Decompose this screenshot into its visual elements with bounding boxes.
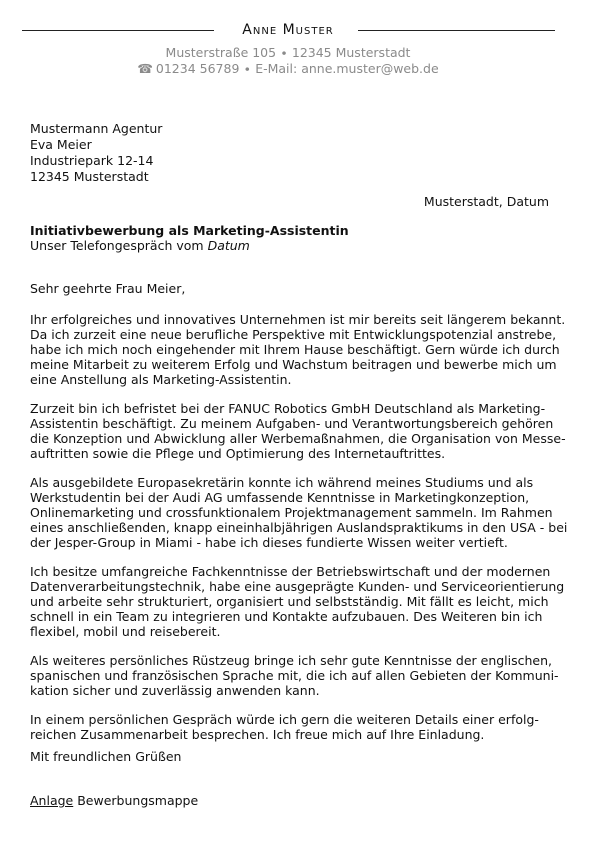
body-paragraph xyxy=(30,401,566,461)
paragraph-line: Da ich zurzeit eine neue berufliche Perspektive mit Entwicklungspotenzial anstrebe, xyxy=(30,327,557,342)
paragraph-line: In einem persönlichen Gespräch würde ich gern die weiteren Details einer erfolg- xyxy=(30,712,539,727)
paragraph-line: reichen Zusammenarbeit besprechen. Ich freue mich auf Ihre Einladung. xyxy=(30,727,485,742)
letter-date: Musterstadt, Datum xyxy=(423,194,549,209)
paragraph-line: Als ausgebildete Europasekretärin konnte ich während meines Studiums und als xyxy=(30,475,534,490)
paragraph-line: eines anschließenden, knapp eineinhalbjährigen Auslandspraktikums in den USA - bei xyxy=(30,520,568,535)
paragraph-line: auftritten sowie die Pflege und Optimierung des Internetauftrittes. xyxy=(30,446,446,461)
paragraph-line: Zurzeit bin ich befristet bei der FANUC Robotics GmbH Deutschland als Marketing- xyxy=(30,401,546,416)
paragraph-line: Onlinemarketing und crossfunktionalem Projektmanagement sammeln. Im Rahmen xyxy=(30,505,553,520)
sender-email[interactable]: anne.muster@web.de xyxy=(301,61,439,76)
body-paragraph xyxy=(30,312,566,387)
paragraph-line: die Konzeption und Abwicklung aller Werbemaßnahmen, die Organisation von Messe- xyxy=(30,431,566,446)
sender-phone: 01234 56789 xyxy=(155,61,240,76)
reference-date: Datum xyxy=(207,238,250,253)
paragraph-line: spanischen und französischen Sprache mit, die ich auf allen Gebieten der Kommuni- xyxy=(30,668,559,683)
sender-name: Anne Muster xyxy=(242,22,334,38)
subject-reference xyxy=(30,238,349,253)
recipient-company: Mustermann Agentur xyxy=(30,121,163,136)
subject-block xyxy=(30,223,349,253)
paragraph-line: meine Mitarbeit zu weiterem Erfolg und Wachstum beitragen und bewerbe mich um xyxy=(30,357,557,372)
recipient-person: Eva Meier xyxy=(30,137,92,152)
salutation: Sehr geehrte Frau Meier, xyxy=(30,281,186,296)
header-rule-right xyxy=(358,30,555,31)
sender-contact-line xyxy=(0,61,576,76)
enclosure-text: Bewerbungsmappe xyxy=(77,793,199,808)
paragraph-line: eine Anstellung als Marketing-Assistentin. xyxy=(30,372,292,387)
contact-separator: ∙ xyxy=(243,61,252,76)
paragraph-line: Als weiteres persönliches Rüstzeug bringe ich sehr gute Kenntnisse der englischen, xyxy=(30,653,553,668)
body-paragraph xyxy=(30,712,550,742)
paragraphs xyxy=(30,312,568,742)
reference-prefix: Unser Telefongespräch vom xyxy=(30,238,204,253)
recipient-address xyxy=(30,121,162,185)
body-paragraph xyxy=(30,653,559,698)
paragraph-line: kation sicher und zuverlässig anwenden kann. xyxy=(30,683,320,698)
paragraph-line: Ihr erfolgreiches und innovatives Unternehmen ist mir bereits seit längerem bekannt. xyxy=(30,312,566,327)
paragraph-line: Datenverarbeitungstechnik, habe eine ausgeprägte Kunden- und Serviceorientierung xyxy=(30,579,565,594)
paragraph-line: Assistentin beschäftigt. Zu meinem Aufgaben- und Verantwortungsbereich gehören xyxy=(30,416,554,431)
paragraph-line: Ich besitze umfangreiche Fachkenntnisse der Betriebswirtschaft und der modernen xyxy=(30,564,551,579)
paragraph-line: der Jesper-Group in Miami - habe ich dieses fundierte Wissen weiter vertieft. xyxy=(30,535,508,550)
closing: Mit freundlichen Grüßen xyxy=(30,749,182,764)
enclosure xyxy=(30,793,198,808)
recipient-street: Industriepark 12-14 xyxy=(30,153,154,168)
sender-address: Musterstraße 105 ∙ 12345 Musterstadt xyxy=(165,45,411,60)
paragraph-line: Werkstudentin bei der Audi AG umfassende Kenntnisse in Marketingkonzeption, xyxy=(30,490,530,505)
body-paragraph xyxy=(30,564,565,639)
subject-title: Initiativbewerbung als Marketing-Assistentin xyxy=(30,223,349,238)
paragraph-line: flexibel, mobil und reisebereit. xyxy=(30,624,221,639)
paragraph-line: habe ich mich noch eingehender mit Ihrem Hause beschäftigt. Gern würde ich durch xyxy=(30,342,560,357)
letter-body xyxy=(30,281,568,756)
body-paragraph xyxy=(30,475,568,550)
enclosure-label: Anlage xyxy=(30,793,74,808)
recipient-city: 12345 Musterstadt xyxy=(30,169,149,184)
phone-icon: ☎ xyxy=(137,61,153,76)
paragraph-line: schnell in ein Team zu integrieren und Kontakte aufzubauen. Des Weiteren bin ich xyxy=(30,609,543,624)
paragraph-line: und arbeite sehr strukturiert, organisiert und selbstständig. Mit fällt es leicht, mich xyxy=(30,594,549,609)
email-label: E-Mail: xyxy=(255,61,298,76)
